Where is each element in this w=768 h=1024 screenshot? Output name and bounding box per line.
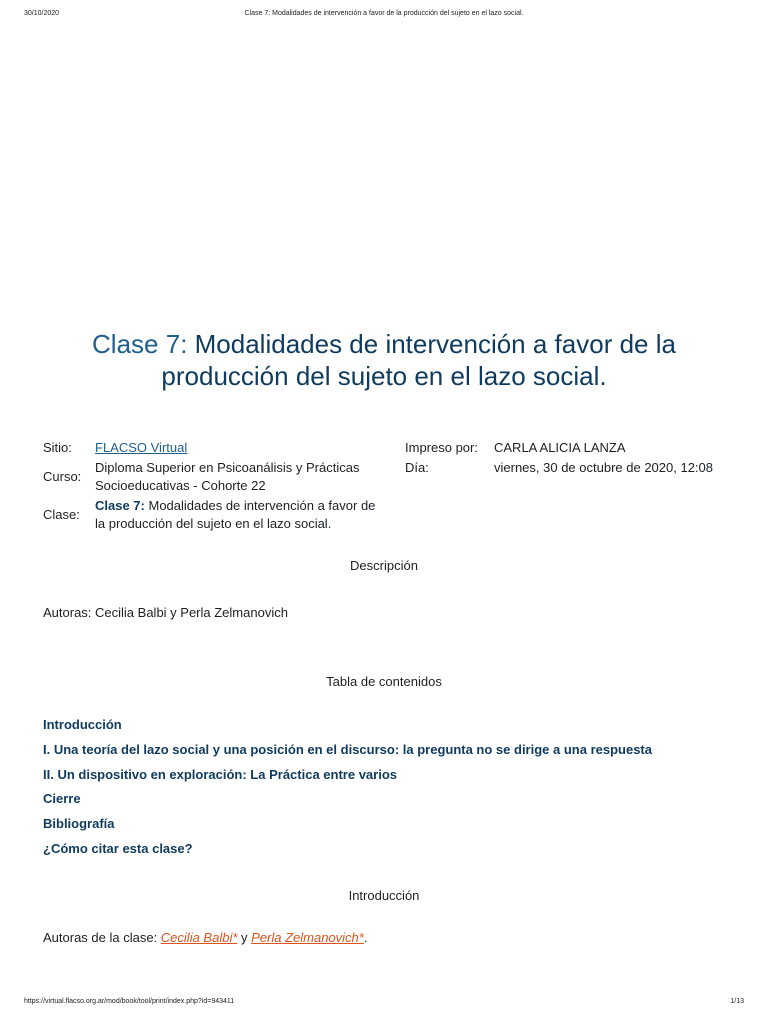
info-row-sitio	[43, 439, 383, 457]
print-date: 30/10/2020	[24, 10, 60, 17]
table-of-contents	[43, 716, 738, 865]
dia-value: viernes, 30 de octubre de 2020, 12:08	[494, 460, 713, 475]
clase-value-prefix: Clase 7:	[95, 498, 145, 513]
info-row-dia	[405, 459, 745, 477]
print-url: https://virtual.flacso.org.ar/mod/book/tool/print/index.php?id=943411	[24, 998, 235, 1005]
toc-heading: Tabla de contenidos	[326, 674, 442, 689]
toc-item-como-citar[interactable]: ¿Cómo citar esta clase?	[43, 840, 193, 856]
book-info-right	[405, 439, 745, 479]
toc-item-teoria-lazo-social[interactable]: I. Una teoría del lazo social y una posición en el discurso: la pregunta no se dirige a una respuesta	[43, 741, 652, 757]
dia-label: Día:	[405, 460, 429, 475]
print-header	[24, 10, 744, 22]
curso-label: Curso:	[43, 469, 82, 484]
impreso-value: CARLA ALICIA LANZA	[494, 440, 626, 455]
print-header-title: Clase 7: Modalidades de intervención a favor de la producción del sujeto en el lazo social.	[244, 10, 524, 17]
authors-joiner: y	[237, 930, 252, 945]
authors-prefix: Autoras de la clase:	[43, 930, 161, 945]
page-title-text: Modalidades de intervención a favor de la producción del sujeto en el lazo social.	[161, 329, 676, 391]
descripcion-heading: Descripción	[350, 558, 418, 573]
introduccion-heading: Introducción	[348, 888, 420, 903]
toc-item-dispositivo[interactable]: II. Un dispositivo en exploración: La Práctica entre varios	[43, 766, 397, 782]
descripcion-text: Autoras: Cecilia Balbi y Perla Zelmanovich	[43, 605, 288, 620]
introduccion-authors	[43, 930, 725, 945]
sitio-label: Sitio:	[43, 440, 72, 455]
info-row-impreso	[405, 439, 745, 457]
page-title	[40, 328, 728, 392]
page-number: 1/13	[730, 998, 744, 1005]
info-row-clase	[43, 497, 383, 533]
book-info-left	[43, 439, 383, 535]
toc-item-bibliografia[interactable]: Bibliografía	[43, 816, 115, 832]
curso-value: Diploma Superior en Psicoanálisis y Prácticas Socioeducativas - Cohorte 22	[95, 460, 360, 493]
clase-value	[95, 497, 383, 533]
clase-label: Clase:	[43, 507, 80, 522]
author-link-balbi[interactable]: Cecilia Balbi*	[160, 930, 238, 945]
toc-item-cierre[interactable]: Cierre	[43, 791, 81, 807]
toc-item-introduccion[interactable]: Introducción	[43, 717, 122, 732]
print-footer	[24, 998, 744, 1010]
page-title-prefix: Clase 7:	[92, 329, 188, 359]
impreso-label: Impreso por:	[405, 440, 478, 455]
authors-suffix: .	[363, 930, 368, 945]
author-link-zelmanovich[interactable]: Perla Zelmanovich*	[251, 930, 364, 945]
sitio-link[interactable]: FLACSO Virtual	[95, 440, 188, 455]
info-row-curso	[43, 459, 383, 495]
clase-value-text: Modalidades de intervención a favor de la producción del sujeto en el lazo social.	[95, 498, 376, 531]
